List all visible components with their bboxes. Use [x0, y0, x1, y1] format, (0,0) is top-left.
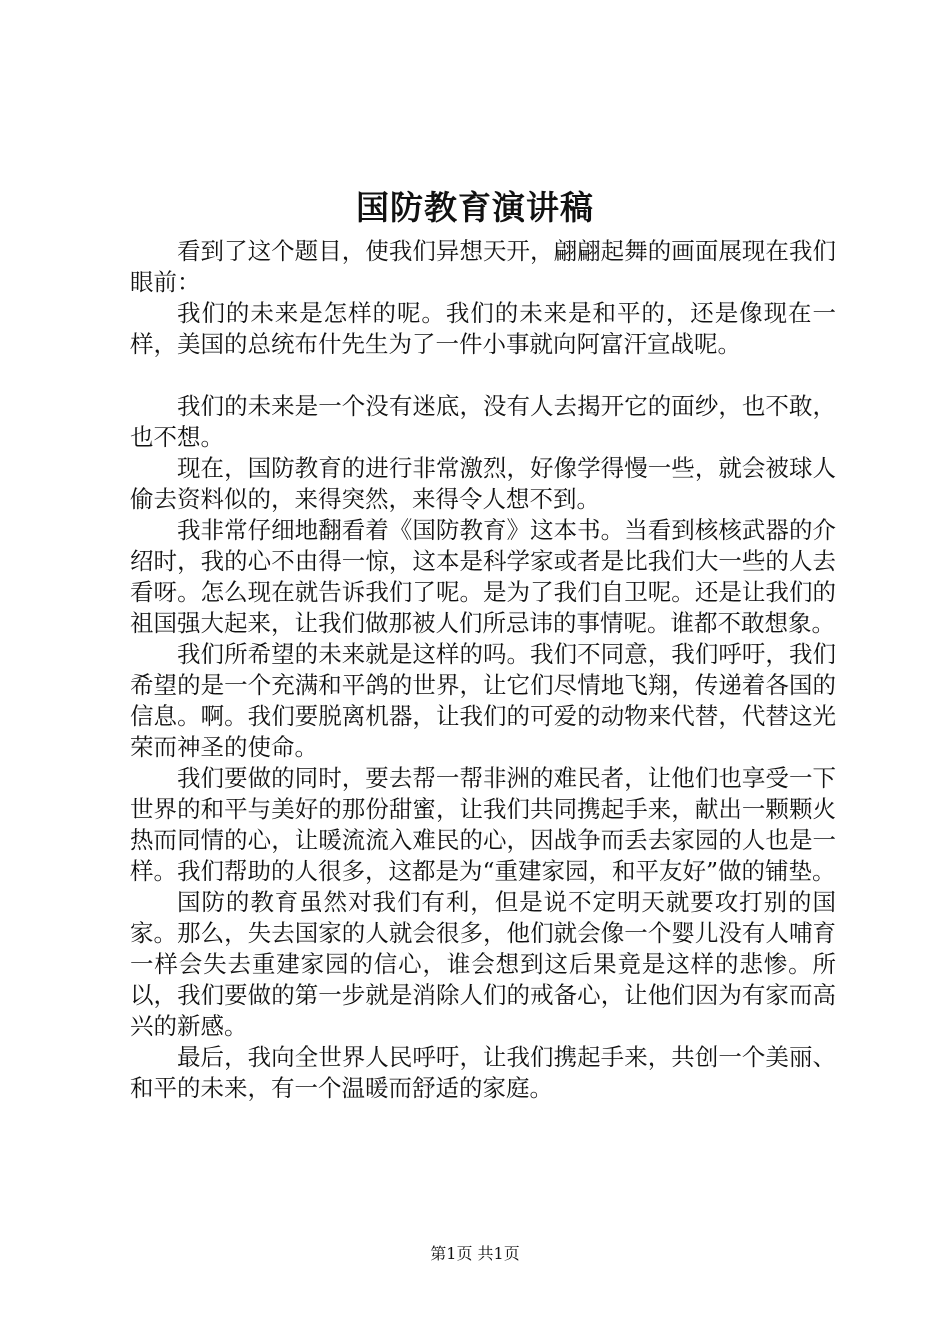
page-number-footer: 第1页 共1页: [430, 1244, 520, 1263]
paragraph: 现在，国防教育的进行非常激烈，好像学得慢一些，就会被球人偷去资料似的，来得突然，来得令人想不到。: [130, 454, 836, 513]
paragraph: 我们所希望的未来就是这样的吗。我们不同意，我们呼吁，我们希望的是一个充满和平鸽的世界，让它们尽情地飞翔，传递着各国的信息。啊。我们要脱离机器，让我们的可爱的动物来代替，代替这光荣而神圣的使命。: [130, 640, 836, 761]
paragraph: 我们要做的同时，要去帮一帮非洲的难民者，让他们也享受一下世界的和平与美好的那份甜蜜，让我们共同携起手来，献出一颗颗火热而同情的心，让暖流流入难民的心，因战争而丢去家园的人也是一样。我们帮助的人很多，这都是为“重建家园，和平友好”做的铺垫。: [130, 764, 836, 885]
paragraph: 看到了这个题目，使我们异想天开，翩翩起舞的画面展现在我们眼前：: [130, 237, 836, 296]
document-title: 国防教育演讲稿: [356, 188, 594, 227]
paragraph: 我们的未来是一个没有迷底，没有人去揭开它的面纱，也不敢，也不想。: [130, 392, 836, 451]
paragraph: 我非常仔细地翻看着《国防教育》这本书。当看到核核武器的介绍时，我的心不由得一惊，这本是科学家或者是比我们大一些的人去看呀。怎么现在就告诉我们了呢。是为了我们自卫呢。还是让我们的祖国强大起来，让我们做那被人们所忌讳的事情呢。谁都不敢想象。: [130, 516, 836, 637]
document-body: [130, 236, 836, 1104]
paragraph: 最后，我向全世界人民呼吁，让我们携起手来，共创一个美丽、和平的未来，有一个温暖而舒适的家庭。: [130, 1043, 836, 1102]
paragraph: 国防的教育虽然对我们有利，但是说不定明天就要攻打别的国家。那么，失去国家的人就会很多，他们就会像一个婴儿没有人哺育一样会失去重建家园的信心，谁会想到这后果竟是这样的悲惨。所以，我们要做的第一步就是消除人们的戒备心，让他们因为有家而高兴的新感。: [130, 888, 836, 1040]
paragraph: 我们的未来是怎样的呢。我们的未来是和平的，还是像现在一样，美国的总统布什先生为了一件小事就向阿富汗宣战呢。: [130, 299, 836, 358]
